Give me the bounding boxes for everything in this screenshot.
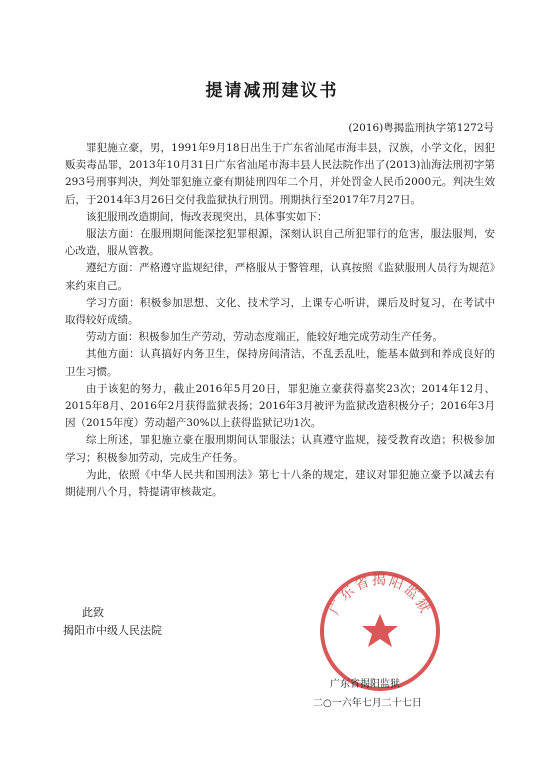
paragraph-obedience: 服法方面：在服刑期间能深挖犯罪根源，深刻认识自己所犯罪行的危害，服法服判，安心改造，服从管教。 [65, 228, 495, 258]
paragraph-summary: 综上所述，罪犯施立豪在服刑期间认罪服法；认真遵守监规，接受教育改造；积极参加学习；积极参加劳动，完成生产任务。 [65, 434, 495, 464]
closing-salutation: 此致 [82, 606, 104, 619]
document-number: (2016)粤揭监刑执字第1272号 [348, 122, 494, 134]
paragraph-criminal-info: 罪犯施立豪，男，1991年9月18日出生于广东省汕尾市海丰县，汉族，小学文化，因犯贩卖毒品罪，2013年10月31日广东省汕尾市海丰县人民法院作出了(2013)汕海法刑初字第293号刑事判决，判处罪犯施立豪有期徒刑四年二个月，并处罚金人民币2000元。判决生效后，于2014年3月26日交付我监狱执行刑罚。刑期执行至2017年7月27日。 [65, 142, 495, 206]
paragraph-labor: 劳动方面：积极参加生产劳动，劳动态度端正，能较好地完成劳动生产任务。 [86, 331, 443, 344]
document-date: 二○一六年七月二十七日 [313, 698, 422, 709]
paragraph-intro: 该犯服刑改造期间，悔改表现突出，具体事实如下： [86, 210, 328, 223]
recipient-court: 揭阳市中级人民法院 [63, 624, 162, 637]
document-title: 提请减刑建议书 [205, 81, 339, 101]
document-body [65, 140, 495, 501]
paragraph-study: 学习方面：积极参加思想、文化、技术学习，上课专心听讲，课后及时复习，在考试中取得较好成绩。 [65, 296, 495, 327]
seal-text: 广东省揭阳监狱 [326, 572, 434, 618]
signing-authority: 广东省揭阳监狱 [330, 679, 400, 690]
paragraph-other: 其他方面：认真搞好内务卫生，保持房间清洁，不乱丢乱吐，能基本做到和养成良好的卫生习惯。 [65, 348, 495, 378]
seal-star-icon [362, 614, 398, 647]
paragraph-awards: 由于该犯的努力，截止2016年5月20日，罪犯施立豪获得嘉奖23次；2014年12月、2015年8月、2016年2月获得监狱表扬；2016年3月被评为监狱改造积极分子；2016年3月因（2015年度）劳动超产30%以上获得监狱记功1次。 [65, 382, 495, 430]
paragraph-recommendation: 为此，依照《中华人民共和国刑法》第七十八条的规定，建议对罪犯施立豪予以减去有期徒刑八个月，特提请审核裁定。 [65, 468, 495, 499]
paragraph-discipline: 遵纪方面：严格遵守监规纪律，严格服从于警管理，认真按照《监狱服刑人员行为规范》来约束自己。 [65, 262, 495, 292]
